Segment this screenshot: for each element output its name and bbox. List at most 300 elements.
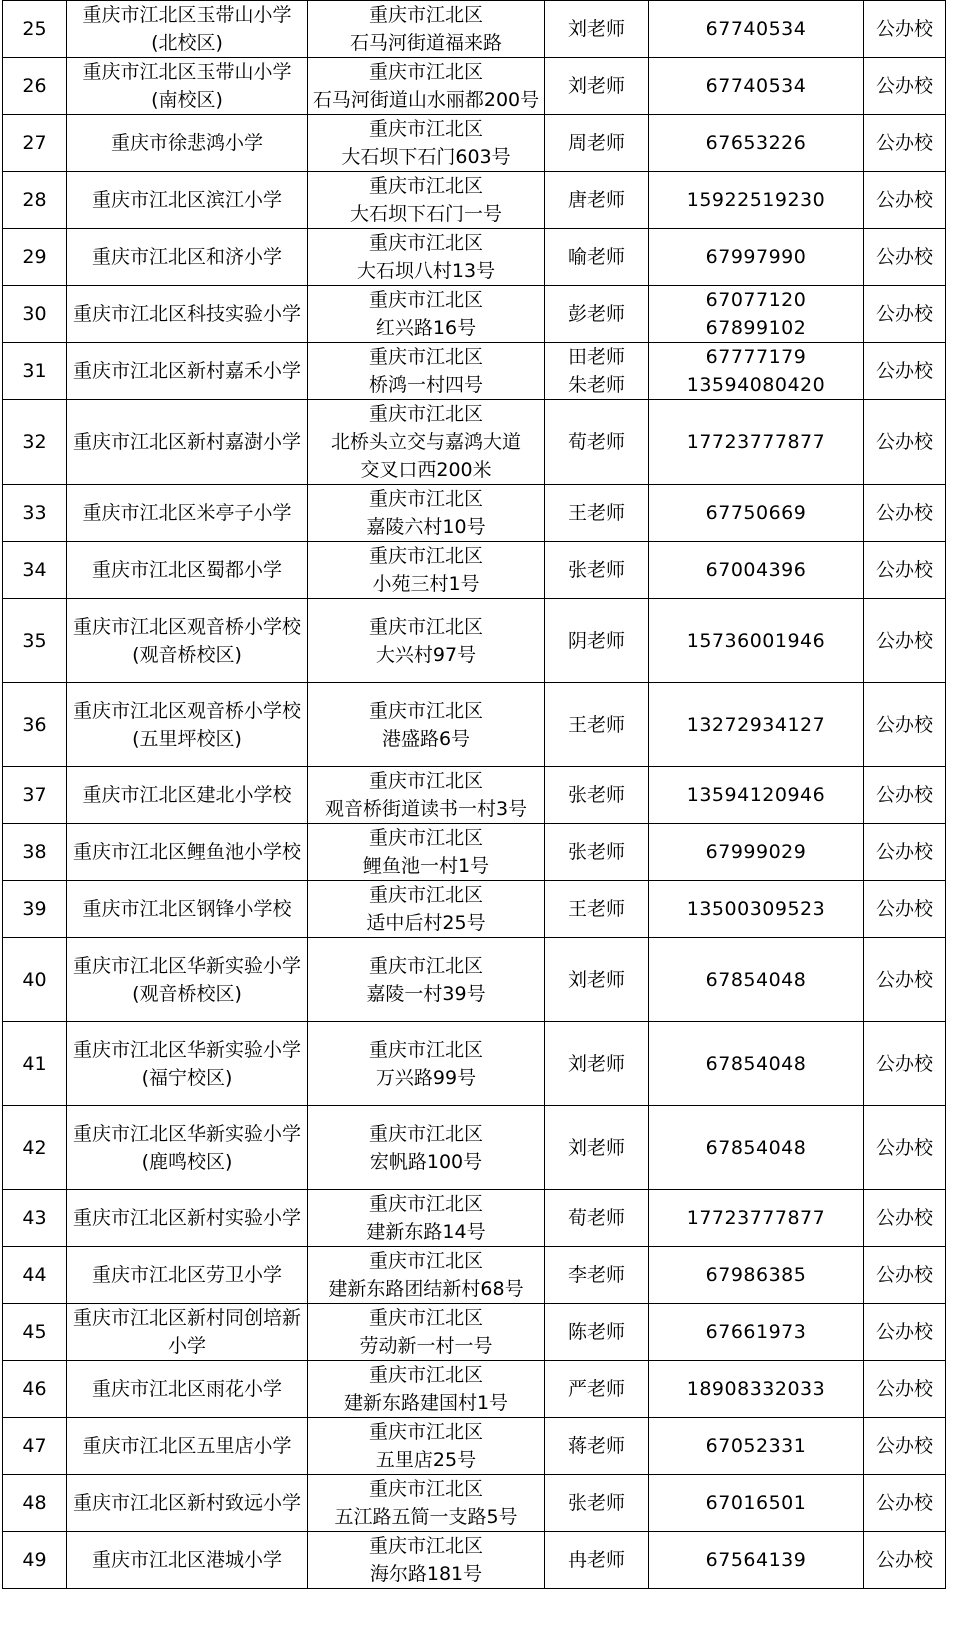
school-address-line: 建新东路14号: [366, 1221, 486, 1243]
school-name-line: (观音桥校区): [132, 643, 242, 666]
school-type: 公办校: [864, 343, 946, 400]
phone-number: [649, 400, 864, 485]
school-address: [308, 229, 545, 286]
school-address-line: 重庆市江北区: [368, 1364, 483, 1386]
school-name: [67, 683, 308, 767]
contact-person-line: 朱老师: [567, 374, 625, 396]
school-address-line: 重庆市江北区: [368, 545, 483, 567]
school-type: 公办校: [864, 58, 946, 115]
school-address-line: 重庆市江北区: [368, 699, 483, 722]
school-address: [308, 683, 545, 767]
phone-number: [649, 1190, 864, 1247]
school-name: [67, 824, 308, 881]
school-address-line: 重庆市江北区: [368, 118, 483, 140]
school-address: [308, 286, 545, 343]
school-name: [67, 767, 308, 824]
phone-number-line: 13272934127: [686, 713, 826, 736]
school-name: [67, 58, 308, 115]
school-type: 公办校: [864, 1532, 946, 1589]
phone-number-line: 67854048: [705, 1052, 807, 1075]
contact-person-line: 阴老师: [567, 629, 625, 652]
school-name-line: 重庆市江北区华新实验小学: [72, 1122, 301, 1145]
school-name-line: 重庆市江北区观音桥小学校: [72, 615, 301, 638]
school-address: [308, 1418, 545, 1475]
school-name: [67, 1418, 308, 1475]
school-name: [67, 542, 308, 599]
table-row: [3, 824, 946, 881]
school-address-line: 石马河街道山水丽都200号: [312, 89, 540, 111]
school-address: [308, 1475, 545, 1532]
contact-person: [545, 1, 649, 58]
school-name-line: 重庆市江北区港城小学: [91, 1549, 282, 1571]
table-row: [3, 400, 946, 485]
school-address-line: 重庆市江北区: [368, 1193, 483, 1215]
row-number: 45: [3, 1304, 67, 1361]
contact-person: [545, 1022, 649, 1106]
school-name-line: 重庆市江北区玉带山小学: [82, 61, 292, 83]
school-name: [67, 599, 308, 683]
table-row: [3, 767, 946, 824]
school-name: [67, 1304, 308, 1361]
phone-number-line: 67854048: [705, 1136, 807, 1159]
school-name-line: (北校区): [151, 32, 223, 54]
school-name-line: 重庆市江北区和济小学: [91, 246, 282, 268]
school-name-line: 重庆市江北区新村致远小学: [72, 1492, 301, 1514]
row-number: 25: [3, 1, 67, 58]
school-type: 公办校: [864, 542, 946, 599]
school-address-line: 重庆市江北区: [368, 954, 483, 977]
row-number: 48: [3, 1475, 67, 1532]
row-number: 42: [3, 1106, 67, 1190]
school-address-line: 重庆市江北区: [368, 488, 483, 510]
phone-number: [649, 1418, 864, 1475]
phone-number: [649, 767, 864, 824]
school-address-line: 北桥头立交与嘉鸿大道: [330, 431, 521, 453]
school-name-line: 重庆市江北区劳卫小学: [91, 1264, 282, 1286]
school-address-line: 重庆市江北区: [368, 884, 483, 906]
school-address: [308, 343, 545, 400]
phone-number-line: 67999029: [705, 841, 807, 863]
contact-person: [545, 485, 649, 542]
school-address-line: 重庆市江北区: [368, 1421, 483, 1443]
phone-number-line: 67899102: [705, 317, 807, 339]
phone-number: [649, 229, 864, 286]
school-address-line: 建新东路建国村1号: [343, 1392, 509, 1414]
contact-person: [545, 824, 649, 881]
school-name-line: 重庆市江北区米亭子小学: [82, 502, 292, 524]
school-address-line: 适中后村25号: [366, 912, 486, 934]
table-row: [3, 1361, 946, 1418]
phone-number: [649, 683, 864, 767]
school-name: [67, 485, 308, 542]
table-row: [3, 881, 946, 938]
school-address: [308, 1, 545, 58]
school-address-line: 重庆市江北区: [368, 827, 483, 849]
row-number: 40: [3, 938, 67, 1022]
table-row: [3, 1304, 946, 1361]
school-name-line: 重庆市江北区科技实验小学: [72, 303, 301, 325]
phone-number-line: 67016501: [705, 1492, 807, 1514]
school-name-line: 重庆市江北区雨花小学: [91, 1378, 282, 1400]
contact-person-line: 刘老师: [567, 75, 625, 97]
contact-person-line: 刘老师: [567, 18, 625, 40]
table-row: [3, 172, 946, 229]
school-type: 公办校: [864, 1418, 946, 1475]
contact-person: [545, 400, 649, 485]
table-row: [3, 542, 946, 599]
phone-number-line: 67986385: [705, 1264, 807, 1286]
contact-person: [545, 343, 649, 400]
row-number: 26: [3, 58, 67, 115]
school-type: 公办校: [864, 1022, 946, 1106]
row-number: 36: [3, 683, 67, 767]
school-address-line: 重庆市江北区: [368, 1038, 483, 1061]
phone-number-line: 67004396: [705, 559, 807, 581]
row-number: 37: [3, 767, 67, 824]
school-address-line: 重庆市江北区: [368, 1535, 483, 1557]
phone-number-line: 67653226: [705, 132, 807, 154]
contact-person: [545, 599, 649, 683]
contact-person-line: 冉老师: [567, 1549, 625, 1571]
school-name-line: 重庆市江北区观音桥小学校: [72, 699, 301, 722]
school-name-line: 重庆市江北区华新实验小学: [72, 1038, 301, 1061]
school-address-line: 小苑三村1号: [372, 573, 480, 595]
school-address: [308, 58, 545, 115]
table-row: [3, 286, 946, 343]
row-number: 46: [3, 1361, 67, 1418]
school-address: [308, 1361, 545, 1418]
table-row: [3, 1190, 946, 1247]
school-address-line: 重庆市江北区: [368, 1250, 483, 1272]
contact-person: [545, 683, 649, 767]
contact-person-line: 荀老师: [567, 1207, 625, 1229]
school-name-line: (福宁校区): [141, 1066, 233, 1089]
school-name: [67, 400, 308, 485]
contact-person: [545, 1247, 649, 1304]
school-name-line: 重庆市江北区蜀都小学: [91, 559, 282, 581]
school-address: [308, 485, 545, 542]
table-row: [3, 1022, 946, 1106]
row-number: 32: [3, 400, 67, 485]
row-number: 35: [3, 599, 67, 683]
school-type: 公办校: [864, 1190, 946, 1247]
phone-number-line: 17723777877: [686, 1207, 826, 1229]
row-number: 44: [3, 1247, 67, 1304]
school-type: 公办校: [864, 1475, 946, 1532]
contact-person-line: 蒋老师: [567, 1435, 625, 1457]
phone-number: [649, 58, 864, 115]
phone-number: [649, 485, 864, 542]
school-address-line: 重庆市江北区: [368, 61, 483, 83]
contact-person: [545, 1304, 649, 1361]
contact-person-line: 唐老师: [567, 189, 625, 211]
school-address-line: 嘉陵六村10号: [366, 516, 486, 538]
school-name-line: 重庆市徐悲鸿小学: [110, 132, 263, 154]
school-address: [308, 115, 545, 172]
contact-person-line: 张老师: [567, 559, 625, 581]
school-name: [67, 229, 308, 286]
school-type: 公办校: [864, 115, 946, 172]
school-type: 公办校: [864, 172, 946, 229]
school-name: [67, 1247, 308, 1304]
school-name-line: 重庆市江北区钢锋小学校: [82, 898, 292, 920]
contact-person-line: 荀老师: [567, 431, 625, 453]
phone-number: [649, 542, 864, 599]
school-name-line: 重庆市江北区玉带山小学: [82, 4, 292, 26]
school-name: [67, 286, 308, 343]
row-number: 27: [3, 115, 67, 172]
row-number: 41: [3, 1022, 67, 1106]
school-address-line: 重庆市江北区: [368, 1307, 483, 1329]
school-address-line: 宏帆路100号: [369, 1150, 483, 1173]
contact-person: [545, 1106, 649, 1190]
phone-number: [649, 1, 864, 58]
contact-person-line: 王老师: [567, 898, 625, 920]
school-name-line: (五里坪校区): [132, 727, 242, 750]
school-address-line: 万兴路99号: [375, 1066, 477, 1089]
school-address-line: 重庆市江北区: [368, 403, 483, 425]
school-type: 公办校: [864, 229, 946, 286]
row-number: 47: [3, 1418, 67, 1475]
phone-number: [649, 1361, 864, 1418]
phone-number-line: 67077120: [705, 289, 807, 311]
phone-number-line: 67564139: [705, 1549, 807, 1571]
phone-number-line: 67740534: [705, 75, 807, 97]
contact-person: [545, 1475, 649, 1532]
contact-person-line: 刘老师: [567, 1052, 625, 1075]
school-address: [308, 767, 545, 824]
school-address-line: 观音桥街道读书一村3号: [324, 798, 528, 820]
school-name-line: (鹿鸣校区): [141, 1150, 233, 1173]
table-row: [3, 115, 946, 172]
school-address-line: 重庆市江北区: [368, 615, 483, 638]
school-address: [308, 824, 545, 881]
school-address-line: 重庆市江北区: [368, 1478, 483, 1500]
school-type: 公办校: [864, 938, 946, 1022]
contact-person: [545, 286, 649, 343]
contact-person: [545, 1361, 649, 1418]
school-address: [308, 400, 545, 485]
contact-person-line: 彭老师: [567, 303, 625, 325]
school-name: [67, 343, 308, 400]
contact-person-line: 刘老师: [567, 968, 625, 991]
table-row: [3, 938, 946, 1022]
school-address-line: 重庆市江北区: [368, 175, 483, 197]
school-name-line: 重庆市江北区新村实验小学: [72, 1207, 301, 1229]
phone-number: [649, 1304, 864, 1361]
phone-number-line: 15922519230: [686, 189, 826, 211]
contact-person: [545, 115, 649, 172]
school-address-line: 大石坝八村13号: [356, 260, 496, 282]
row-number: 31: [3, 343, 67, 400]
table-row: [3, 683, 946, 767]
school-address-line: 重庆市江北区: [368, 4, 483, 26]
school-name-line: 重庆市江北区新村嘉澍小学: [72, 431, 301, 453]
school-address: [308, 172, 545, 229]
school-name-line: (南校区): [151, 89, 223, 111]
school-type: 公办校: [864, 1361, 946, 1418]
table-row: [3, 229, 946, 286]
phone-number-line: 13594080420: [686, 374, 826, 396]
contact-person-line: 周老师: [567, 132, 625, 154]
phone-number: [649, 1106, 864, 1190]
phone-number: [649, 881, 864, 938]
row-number: 43: [3, 1190, 67, 1247]
table-row: [3, 58, 946, 115]
school-address-line: 桥鸿一村四号: [368, 374, 483, 396]
phone-number: [649, 599, 864, 683]
school-type: 公办校: [864, 767, 946, 824]
school-type: 公办校: [864, 599, 946, 683]
phone-number: [649, 1532, 864, 1589]
phone-number-line: 13500309523: [686, 898, 826, 920]
school-address-line: 大石坝下石门一号: [349, 203, 502, 225]
school-address-line: 重庆市江北区: [368, 770, 483, 792]
school-name-line: 小学: [167, 1335, 206, 1357]
school-address-line: 建新东路团结新村68号: [328, 1278, 524, 1300]
school-name: [67, 1, 308, 58]
school-name-line: 重庆市江北区鲤鱼池小学校: [72, 841, 301, 863]
school-address-line: 港盛路6号: [381, 727, 471, 750]
table-body: [3, 1, 946, 1589]
row-number: 30: [3, 286, 67, 343]
phone-number: [649, 115, 864, 172]
phone-number: [649, 938, 864, 1022]
phone-number: [649, 1022, 864, 1106]
school-name: [67, 172, 308, 229]
contact-person: [545, 229, 649, 286]
school-address-line: 重庆市江北区: [368, 1122, 483, 1145]
school-name: [67, 881, 308, 938]
school-type: 公办校: [864, 1304, 946, 1361]
row-number: 28: [3, 172, 67, 229]
school-address: [308, 599, 545, 683]
school-name: [67, 1475, 308, 1532]
phone-number: [649, 1247, 864, 1304]
contact-person: [545, 58, 649, 115]
row-number: 39: [3, 881, 67, 938]
school-type: 公办校: [864, 824, 946, 881]
contact-person: [545, 881, 649, 938]
contact-person-line: 李老师: [567, 1264, 625, 1286]
school-name: [67, 1532, 308, 1589]
contact-person: [545, 1418, 649, 1475]
school-address-line: 大兴村97号: [375, 643, 477, 666]
phone-number: [649, 286, 864, 343]
phone-number: [649, 343, 864, 400]
contact-person: [545, 767, 649, 824]
row-number: 49: [3, 1532, 67, 1589]
school-address-line: 重庆市江北区: [368, 346, 483, 368]
phone-number-line: 67854048: [705, 968, 807, 991]
table-row: [3, 599, 946, 683]
school-type: 公办校: [864, 1, 946, 58]
contact-person-line: 张老师: [567, 1492, 625, 1514]
contact-person: [545, 1190, 649, 1247]
school-address: [308, 1532, 545, 1589]
school-address: [308, 1022, 545, 1106]
contact-person-line: 陈老师: [567, 1321, 625, 1343]
contact-person-line: 王老师: [567, 713, 625, 736]
phone-number: [649, 824, 864, 881]
phone-number-line: 67777179: [705, 346, 807, 368]
row-number: 34: [3, 542, 67, 599]
school-name-line: 重庆市江北区五里店小学: [82, 1435, 292, 1457]
school-type: 公办校: [864, 1106, 946, 1190]
table-row: [3, 1247, 946, 1304]
contact-person-line: 喻老师: [567, 246, 625, 268]
contact-person-line: 刘老师: [567, 1136, 625, 1159]
school-address: [308, 1247, 545, 1304]
school-address-line: 重庆市江北区: [368, 232, 483, 254]
contact-person-line: 张老师: [567, 784, 625, 806]
phone-number-line: 13594120946: [686, 784, 826, 806]
phone-number: [649, 172, 864, 229]
school-name-line: 重庆市江北区华新实验小学: [72, 954, 301, 977]
school-address: [308, 542, 545, 599]
school-name: [67, 1361, 308, 1418]
school-address-line: 海尔路181号: [369, 1563, 483, 1585]
school-address: [308, 881, 545, 938]
school-address-line: 石马河街道福来路: [349, 32, 502, 54]
school-name-line: 重庆市江北区滨江小学: [91, 189, 282, 211]
contact-person-line: 王老师: [567, 502, 625, 524]
contact-person: [545, 542, 649, 599]
school-name: [67, 1190, 308, 1247]
school-address: [308, 1190, 545, 1247]
school-address-line: 红兴路16号: [375, 317, 477, 339]
phone-number-line: 67997990: [705, 246, 807, 268]
row-number: 33: [3, 485, 67, 542]
school-address-line: 大石坝下石门603号: [341, 146, 511, 168]
phone-number-line: 67750669: [705, 502, 807, 524]
table-row: [3, 1418, 946, 1475]
phone-number-line: 67740534: [705, 18, 807, 40]
contact-person: [545, 1532, 649, 1589]
contact-person-line: 严老师: [567, 1378, 625, 1400]
phone-number: [649, 1475, 864, 1532]
school-name-line: (观音桥校区): [132, 982, 242, 1005]
table-row: [3, 1532, 946, 1589]
school-address-line: 重庆市江北区: [368, 289, 483, 311]
school-name-line: 重庆市江北区新村同创培新: [72, 1307, 301, 1329]
phone-number-line: 15736001946: [686, 629, 826, 652]
school-address: [308, 938, 545, 1022]
phone-number-line: 67052331: [705, 1435, 807, 1457]
row-number: 38: [3, 824, 67, 881]
school-address-line: 鲤鱼池一村1号: [362, 855, 490, 877]
phone-number-line: 17723777877: [686, 431, 826, 453]
school-name: [67, 115, 308, 172]
school-address: [308, 1304, 545, 1361]
school-address-line: 交叉口西200米: [360, 459, 492, 481]
phone-number-line: 18908332033: [686, 1378, 826, 1400]
phone-number-line: 67661973: [705, 1321, 807, 1343]
school-address-line: 嘉陵一村39号: [366, 982, 486, 1005]
school-type: 公办校: [864, 1247, 946, 1304]
school-type: 公办校: [864, 881, 946, 938]
school-name-line: 重庆市江北区新村嘉禾小学: [72, 360, 301, 382]
school-type: 公办校: [864, 286, 946, 343]
table-row: [3, 485, 946, 542]
table-row: [3, 343, 946, 400]
table-row: [3, 1475, 946, 1532]
school-type: 公办校: [864, 400, 946, 485]
school-name: [67, 1022, 308, 1106]
school-type: 公办校: [864, 683, 946, 767]
school-directory-table: [2, 0, 946, 1589]
school-address-line: 劳动新一村一号: [359, 1335, 493, 1357]
